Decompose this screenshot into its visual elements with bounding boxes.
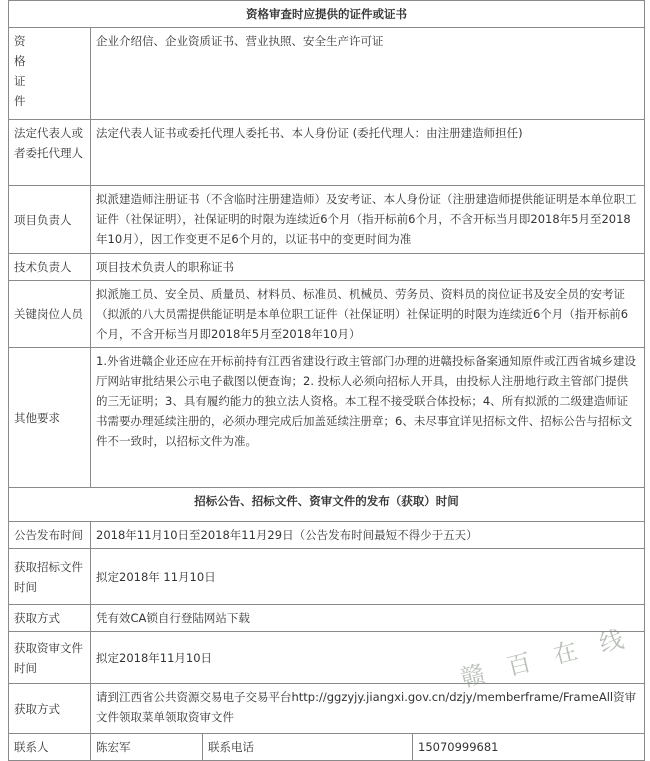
row-label-project-manager: 项目负责人 — [9, 186, 91, 254]
table-row — [9, 28, 645, 120]
contact-phone: 15070999681 — [413, 734, 645, 761]
row-content-prequal-doc-time: 拟定2018年11月10日 — [91, 632, 645, 684]
row-label-tech-lead: 技术负责人 — [9, 254, 91, 281]
row-content-other-requirements: 1.外省进赣企业还应在开标前持有江西省建设行政主管部门办理的进赣投标备案通知原件或江西省城乡建设厅网站审批结果公示电子截图以便查询；2. 投标人必须向招标人开具，由投标人注册地行政主管部门提供的三无证明；3、具有履约能力的独立法人资格。本工程不接受联合体投标；4、所有拟派的二级建造师证书需要办理延续注册的，必须办理完成后加盖延续注册章；6、未尽事宜详见招标文件、招标公告与招标文件不一致时，以招标文件为准。 — [91, 348, 645, 488]
contact-row — [9, 734, 645, 761]
row-content-qualification: 企业介绍信、企业资质证书、营业执照、安全生产许可证 — [91, 28, 645, 120]
row-content-project-manager: 拟派建造师注册证书（不含临时注册建造师）及安考证、本人身份证（注册建造师提供能证明是本单位职工证件（社保证明），社保证明的时限为连续近6个月（指开标前6个月，不含开标当月即2018年5月至2018年10月），因工作变更不足6个月的，以证书中的变更时间为准 — [91, 186, 645, 254]
contact-label: 联系人 — [9, 734, 91, 761]
row-content-acquire-method: 凭有效CA锁自行登陆网站下载 — [91, 605, 645, 632]
section-title-certificates: 资格审查时应提供的证件或证书 — [9, 1, 645, 28]
row-content-key-personnel: 拟派施工员、安全员、质量员、材料员、标准员、机械员、劳务员、资料员的岗位证书及安全员的安考证（拟派的八大员需提供能证明是本单位职工证件（社保证明）社保证明的时限为连续近6个月（指开标前6个月，不含开标当月即2018年5月至2018年10月） — [91, 281, 645, 348]
section-title-release-time: 招标公告、招标文件、资审文件的发布（获取）时间 — [9, 488, 645, 522]
contact-phone-label: 联系电话 — [203, 734, 413, 761]
qualification-table — [8, 0, 645, 761]
qualification-document — [8, 0, 644, 761]
table-row — [9, 281, 645, 348]
table-row — [9, 605, 645, 632]
row-label-qualification: 资 格 证 件 — [9, 28, 91, 120]
table-row — [9, 549, 645, 605]
row-label-prequal-doc-time: 获取资审文件时间 — [9, 632, 91, 684]
row-content-announcement-time: 2018年11月10日至2018年11月29日（公告发布时间最短不得少于五天） — [91, 522, 645, 549]
table-row — [9, 522, 645, 549]
row-content-legal-rep: 法定代表人证书或委托代理人委托书、本人身份证 (委托代理人：由注册建造师担任) — [91, 120, 645, 186]
table-row — [9, 186, 645, 254]
contact-name: 陈宏军 — [91, 734, 203, 761]
site-watermark: 赣 百 在 线 — [457, 623, 635, 693]
table-row — [9, 254, 645, 281]
row-label-key-personnel: 关键岗位人员 — [9, 281, 91, 348]
table-row — [9, 684, 645, 734]
row-label-other-requirements: 其他要求 — [9, 348, 91, 488]
row-label-legal-rep: 法定代表人或者委托代理人 — [9, 120, 91, 186]
section-header-row — [9, 488, 645, 522]
table-row — [9, 632, 645, 684]
row-label-announcement-time: 公告发布时间 — [9, 522, 91, 549]
section-header-row — [9, 1, 645, 28]
row-label-acquire-method: 获取方式 — [9, 605, 91, 632]
row-label-acquire-method-2: 获取方式 — [9, 684, 91, 734]
table-row — [9, 120, 645, 186]
row-label-bid-doc-time: 获取招标文件时间 — [9, 549, 91, 605]
row-content-bid-doc-time: 拟定2018年 11月10日 — [91, 549, 645, 605]
table-row — [9, 348, 645, 488]
row-content-acquire-method-2: 请到江西省公共资源交易电子交易平台http://ggzyjy.jiangxi.gov.cn/dzjy/memberframe/FrameAll资审文件领取菜单领取资审文件 — [91, 684, 645, 734]
row-content-tech-lead: 项目技术负责人的职称证书 — [91, 254, 645, 281]
